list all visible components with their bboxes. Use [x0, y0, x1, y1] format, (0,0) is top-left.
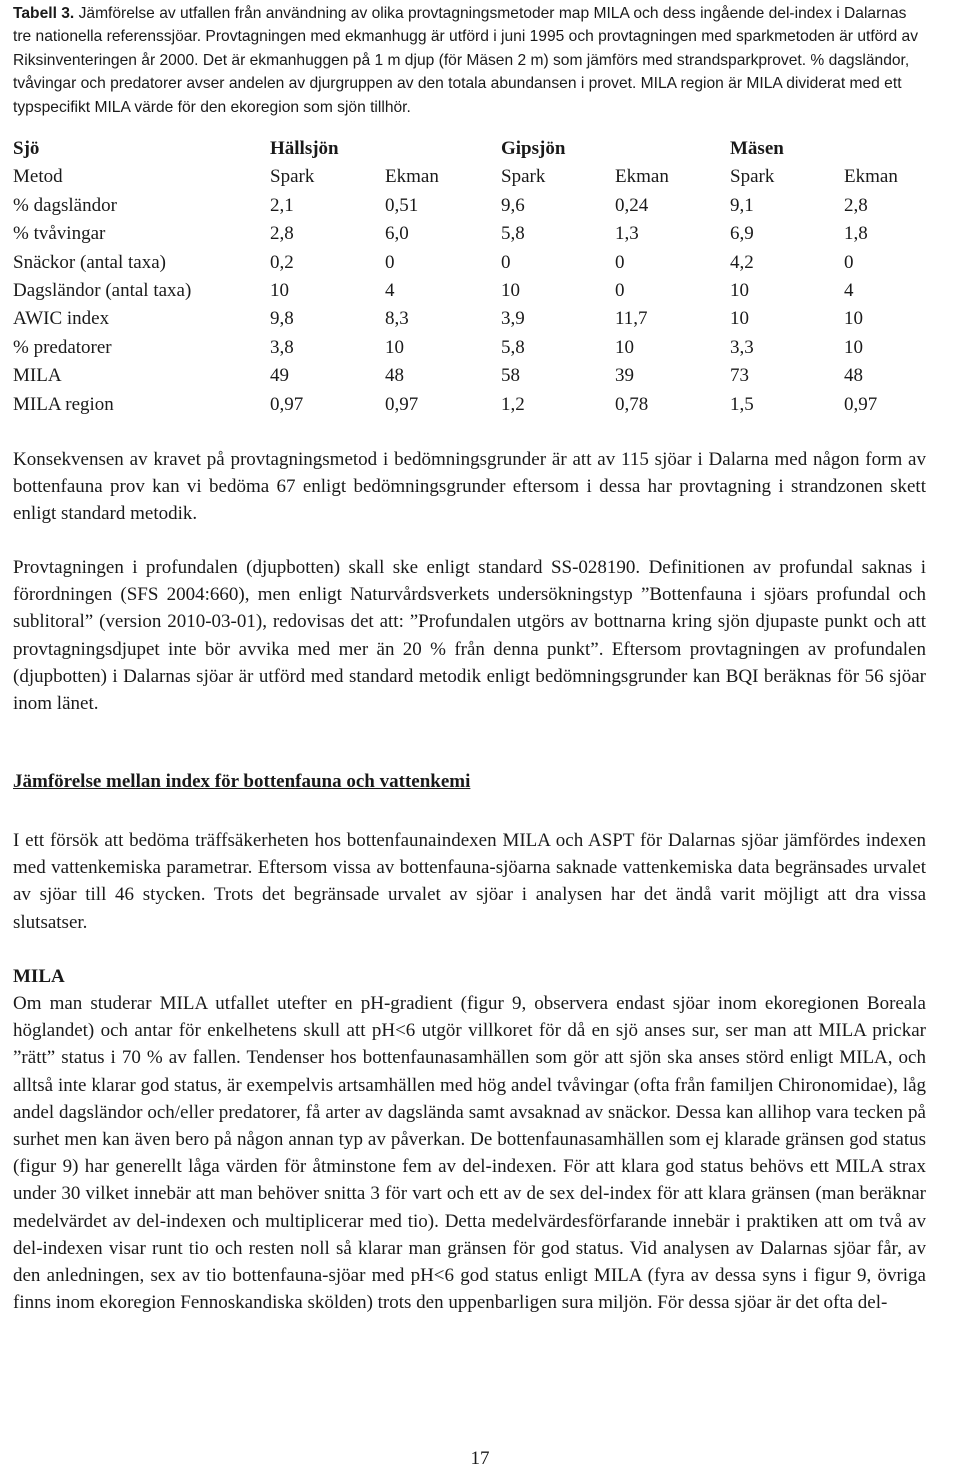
table-row	[13, 334, 924, 362]
table-cell: 0,97	[844, 393, 878, 415]
paragraph-consequence: Konsekvensen av kravet på provtagningsmetod i bedömningsgrunder är att av 115 sjöar i Dalarna med någon form av bottenfauna prov kan vi bedöma 67 enligt bedömningsgrunder eftersom i dessa har provtagning i strandzonen skett enligt standard metodik.	[13, 449, 926, 525]
table-cell: 1,2	[501, 393, 525, 415]
table-header-cell: Hällsjön	[270, 138, 339, 159]
table-cell: 1,8	[844, 223, 868, 245]
table-row-label: Dagsländor (antal taxa)	[13, 280, 192, 302]
table-cell: 9,1	[730, 194, 754, 216]
table-header-cell	[615, 135, 730, 163]
table-cell: 9,6	[501, 194, 525, 216]
table-cell: 0	[844, 251, 854, 273]
table-cell: 6,9	[730, 223, 754, 245]
table-cell: 10	[844, 336, 863, 358]
table-row	[13, 305, 924, 333]
table-row	[13, 391, 924, 419]
table-cell: 48	[844, 365, 863, 387]
page-number: 17	[470, 1448, 490, 1469]
table-header-cell: Mäsen	[730, 138, 784, 159]
table-cell: 6,0	[385, 223, 409, 245]
table-cell: 8,3	[385, 308, 409, 330]
table-row	[13, 249, 924, 277]
table-cell: 0,97	[270, 393, 304, 415]
table-row	[13, 163, 924, 191]
table-cell: 5,8	[501, 223, 525, 245]
table-header-cell	[844, 135, 924, 163]
table-cell: 10	[730, 280, 749, 302]
table-cell: 9,8	[270, 308, 294, 330]
table-cell: 11,7	[615, 308, 648, 330]
table-cell: 10	[385, 336, 404, 358]
paragraph-comparison: I ett försök att bedöma träffsäkerheten hos bottenfaunaindexen MILA och ASPT för Dalarnas sjöar jämfördes indexen med vattenkemiska parametrar. Eftersom vissa av bottenfauna-sjöarna saknade vattenkemiska data begränsades urvalet av sjöar till 46 stycken. Trots det begränsade urvalet av sjöar i analysen har det ändå varit möjligt att dra vissa slutsatser.	[13, 830, 926, 933]
table-cell: 0	[615, 251, 625, 273]
table-cell: 10	[615, 336, 634, 358]
table-header-cell	[385, 135, 501, 163]
table-cell: 58	[501, 365, 520, 387]
table-row-label: % predatorer	[13, 336, 112, 358]
table-cell: 2,1	[270, 194, 294, 216]
table-cell: 1,3	[615, 223, 639, 245]
table-row-label: MILA region	[13, 393, 114, 415]
table-cell: Ekman	[385, 166, 439, 188]
table-cell: 5,8	[501, 336, 525, 358]
table-caption-label: Tabell 3.	[13, 5, 75, 22]
table-cell: 10	[270, 280, 289, 302]
table-row	[13, 192, 924, 220]
table-cell: 2,8	[844, 194, 868, 216]
table-row	[13, 277, 924, 305]
table-row-label: % dagsländor	[13, 194, 117, 216]
table-cell: 3,8	[270, 336, 294, 358]
paragraph-profundal: Provtagningen i profundalen (djupbotten) skall ske enligt standard SS-028190. Definitionen av profundal saknas i förordningen (SFS 2004:660), men enligt Naturvårdsverkets undersökningstyp ”Bottenfauna i sjöars profundal och sublitoral” (version 2010-03-01), redovisas det att: ”Profundalen utgörs av bottnarna kring sjön djupaste punkt och att provtagningsdjupet inte bör avvika med mer än 20 % från denna punkt”. Eftersom provtagningen av profundalen (djupbotten) i Dalarnas sjöar är utförd med standard metodik enligt bedömningsgrunder kan BQI beräknas för 56 sjöar inom länet.	[13, 557, 926, 715]
table-cell: 10	[730, 308, 749, 330]
subsection-heading: MILA	[13, 966, 65, 987]
table-cell: 4,2	[730, 251, 754, 273]
table-cell: 10	[844, 308, 863, 330]
table-cell: 0	[501, 251, 511, 273]
table-cell: 2,8	[270, 223, 294, 245]
table-cell: 10	[501, 280, 520, 302]
table-header-row	[13, 135, 924, 163]
table-cell: 3,9	[501, 308, 525, 330]
table-cell: Spark	[270, 166, 315, 188]
table-cell: 1,5	[730, 393, 754, 415]
table-caption	[13, 2, 928, 119]
table-row	[13, 220, 924, 248]
table-cell: 39	[615, 365, 634, 387]
table-cell: 73	[730, 365, 749, 387]
table-cell: 0,97	[385, 393, 419, 415]
table-cell: 4	[844, 280, 854, 302]
table-cell: 48	[385, 365, 404, 387]
table-cell: 0,78	[615, 393, 649, 415]
table-row-label: Snäckor (antal taxa)	[13, 251, 166, 273]
table-cell: 0	[385, 251, 395, 273]
table-cell: 0,51	[385, 194, 419, 216]
table-row-label: MILA	[13, 365, 62, 387]
results-table	[13, 135, 924, 419]
table-cell: 0,24	[615, 194, 649, 216]
table-cell: 0,2	[270, 251, 294, 273]
table-cell: Spark	[730, 166, 775, 188]
table-cell: 49	[270, 365, 289, 387]
table-cell: Spark	[501, 166, 546, 188]
table-header-cell: Gipsjön	[501, 138, 566, 159]
table-caption-text: Jämförelse av utfallen från användning av olika provtagningsmetoder map MILA och dess ingående del-index i Dalarnas tre nationella referenssjöar. Provtagningen med ekmanhugg är utförd i juni 1995 och provtagningen med sparkmetoden är utförd av Riksinventeringen år 2000. Det är ekmanhuggen på 1 m djup (för Mäsen 2 m) som jämförs med strandsparkprovet. % dagsländor, tvåvingar och predatorer avser andelen av djurgruppen av den totala abundansen i provet. MILA region är MILA dividerat med ett typspecifikt MILA värde för den ekoregion som sjön tillhör.	[13, 5, 918, 116]
table-cell: 4	[385, 280, 395, 302]
table-row-label: Metod	[13, 166, 63, 188]
table-row	[13, 362, 924, 390]
table-header-cell: Sjö	[13, 138, 40, 159]
table-row-label: % tvåvingar	[13, 223, 106, 245]
paragraph-mila: Om man studerar MILA utfallet utefter en pH-gradient (figur 9, observera endast sjöar inom ekoregionen Boreala höglandet) och antar för enkelhetens skull att pH<6 utgör villkoret för då en sjö anses sur, ser man att MILA prickar ”rätt” status i 70 % av fallen. Tendenser hos bottenfaunasamhällen som gör att sjön ska anses störd enligt MILA, och alltså inte klarar god status, är exempelvis artsamhällen med hög andel tvåvingar (ofta från familjen Chironomidae), låg andel dagsländor och/eller predatorer, få arter av dagslända samt avsaknad av snäckor. Dessa kan allihop vara tecken på surhet men kan även bero på någon annan typ av påverkan. De bottenfaunasamhällen som ej klarade gränsen god status (figur 9) har generellt låga värden för åtminstone fem av del-indexen. För att klara god status behövs ett MILA strax under 30 vilket innebär att man behöver snitta 3 för vart och ett av de sex del-index för att klara gränsen (man beräknar medelvärdet av del-indexen och multiplicerar med tio). Detta medelvärdesförfarande innebär i praktiken att om två av del-indexen visar runt tio och resten noll så klarar man gränsen för god status. Vid analysen av Dalarnas sjöar får, av den anledningen, sex av tio bottenfauna-sjöar med pH<6 god status enligt MILA (fyra av dessa syns i figur 9, övriga finns inom ekoregion Fennoskandiska skölden) trots den uppenbarligen sura miljön. För dessa sjöar är det ofta del-	[13, 993, 926, 1314]
section-heading: Jämförelse mellan index för bottenfauna och vattenkemi	[13, 771, 471, 792]
table-row-label: AWIC index	[13, 308, 110, 330]
table-cell: Ekman	[844, 166, 898, 188]
table-cell: 3,3	[730, 336, 754, 358]
table-cell: Ekman	[615, 166, 669, 188]
table-cell: 0	[615, 280, 625, 302]
